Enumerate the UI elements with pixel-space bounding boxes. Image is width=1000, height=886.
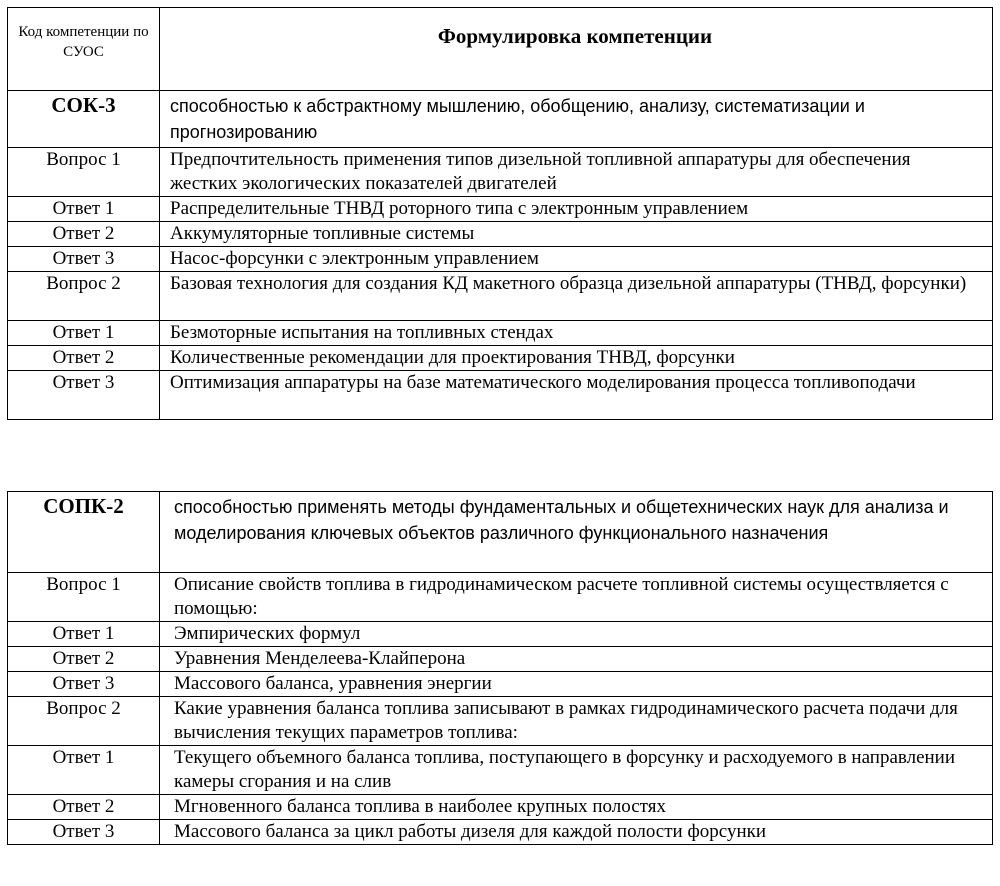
table-row (8, 820, 993, 845)
table-row (8, 197, 993, 222)
row-text: Насос-форсунки с электронным управлением (160, 247, 993, 272)
row-code: Ответ 2 (8, 647, 160, 672)
row-text: Описание свойств топлива в гидродинамическом расчете топливной системы осуществляется с помощью: (160, 573, 993, 622)
table-row (8, 647, 993, 672)
competence-table-sopk2 (7, 491, 993, 845)
table-header-row (8, 8, 993, 91)
row-text: Аккумуляторные топливные системы (160, 222, 993, 247)
row-code: Вопрос 1 (8, 148, 160, 197)
table-row (8, 222, 993, 247)
table-row (8, 321, 993, 346)
competence-row (8, 91, 993, 148)
row-code: Ответ 1 (8, 197, 160, 222)
row-code: Ответ 2 (8, 795, 160, 820)
competence-row (8, 492, 993, 573)
row-code: Ответ 3 (8, 247, 160, 272)
row-text: Текущего объемного баланса топлива, поступающего в форсунку и расходуемого в направлении камеры сгорания и на слив (160, 746, 993, 795)
row-text: Распределительные ТНВД роторного типа с электронным управлением (160, 197, 993, 222)
row-text: Базовая технология для создания КД макетного образца дизельной аппаратуры (ТНВД, форсунки) (160, 272, 993, 321)
header-text-cell: Формулировка компетенции (160, 8, 993, 91)
row-text: Количественные рекомендации для проектирования ТНВД, форсунки (160, 346, 993, 371)
row-text: Уравнения Менделеева-Клайперона (160, 647, 993, 672)
row-code: Вопрос 2 (8, 697, 160, 746)
competence-code: СОК-3 (8, 91, 160, 148)
row-text: Безмоторные испытания на топливных стендах (160, 321, 993, 346)
row-code: Вопрос 2 (8, 272, 160, 321)
table-row (8, 746, 993, 795)
competence-table-sok3 (7, 7, 993, 420)
table-row (8, 795, 993, 820)
row-code: Ответ 1 (8, 622, 160, 647)
table-row (8, 346, 993, 371)
row-code: Ответ 3 (8, 820, 160, 845)
table-row (8, 622, 993, 647)
row-code: Ответ 2 (8, 222, 160, 247)
header-code-cell: Код компетенции по СУОС (8, 8, 160, 91)
row-code: Ответ 3 (8, 371, 160, 420)
row-code: Ответ 3 (8, 672, 160, 697)
row-text: Какие уравнения баланса топлива записывают в рамках гидродинамического расчета подачи для вычисления текущих параметров топлива: (160, 697, 993, 746)
row-text: Оптимизация аппаратуры на базе математического моделирования процесса топливоподачи (160, 371, 993, 420)
row-text: Эмпирических формул (160, 622, 993, 647)
competence-code: СОПК-2 (8, 492, 160, 573)
row-text: Массового баланса, уравнения энергии (160, 672, 993, 697)
competence-text: способностью применять методы фундаментальных и общетехнических наук для анализа и моделирования ключевых объектов различного функционального назначения (160, 492, 993, 573)
table-row (8, 148, 993, 197)
row-code: Ответ 2 (8, 346, 160, 371)
row-text: Мгновенного баланса топлива в наиболее крупных полостях (160, 795, 993, 820)
table-row (8, 272, 993, 321)
table-row (8, 573, 993, 622)
row-code: Вопрос 1 (8, 573, 160, 622)
row-code: Ответ 1 (8, 746, 160, 795)
row-text: Предпочтительность применения типов дизельной топливной аппаратуры для обеспечения жестких экологических показателей двигателей (160, 148, 993, 197)
row-text: Массового баланса за цикл работы дизеля для каждой полости форсунки (160, 820, 993, 845)
competence-text: способностью к абстрактному мышлению, обобщению, анализу, систематизации и прогнозированию (160, 91, 993, 148)
table-row (8, 697, 993, 746)
table-row (8, 371, 993, 420)
table-row (8, 672, 993, 697)
table-row (8, 247, 993, 272)
row-code: Ответ 1 (8, 321, 160, 346)
